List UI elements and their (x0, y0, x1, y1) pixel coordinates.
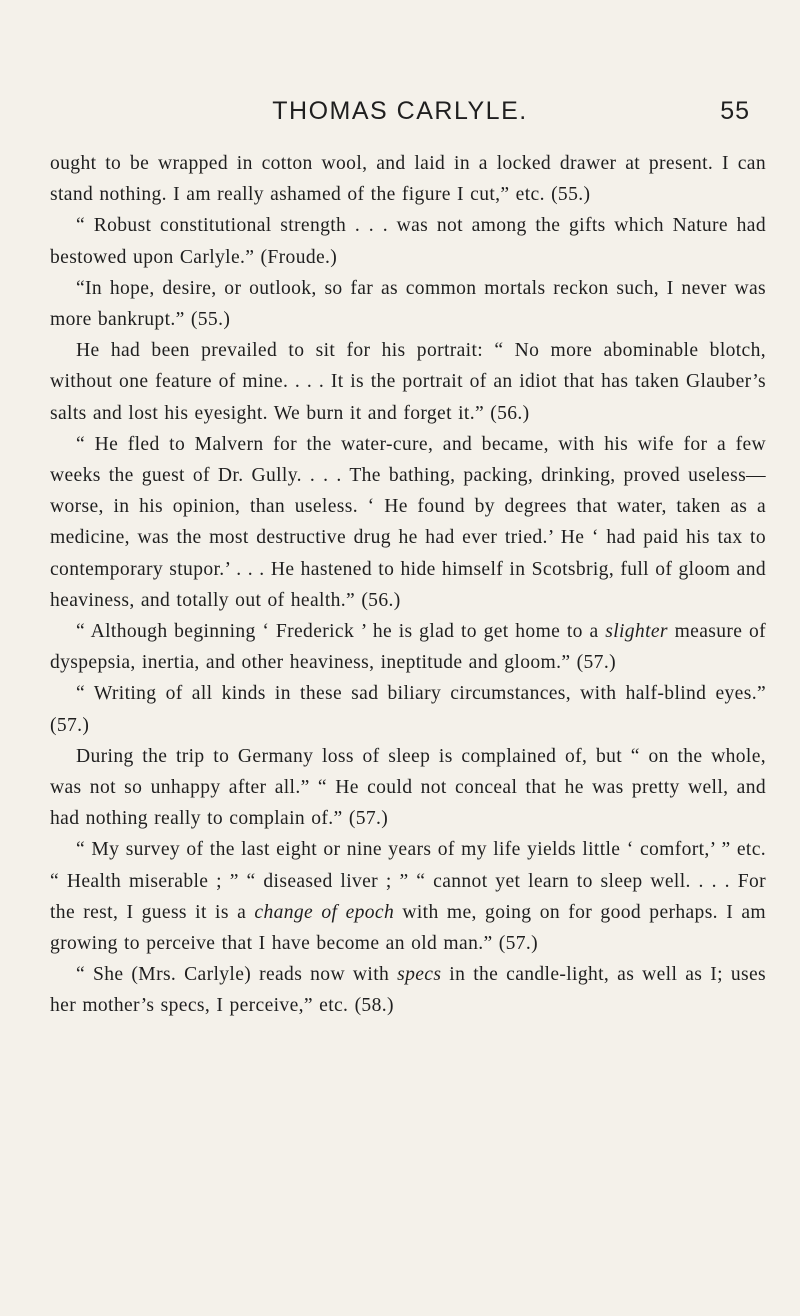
body-text (50, 148, 766, 1022)
paragraph-text: “ Robust constitutional strength . . . was not among the gifts which Nature had bestowed upon Carlyle.” (Froude.) (50, 215, 766, 268)
emphasis-text: slighter (605, 621, 668, 643)
paragraph-text: measure of dyspepsia, inertia, and other heaviness, ineptitude and gloom.” (50, 621, 766, 674)
page-reference: (55.) (190, 309, 231, 331)
page-reference: (55.) (551, 184, 591, 206)
running-header (0, 97, 800, 137)
paragraph-text: ought to be wrapped in cotton wool, and laid in a locked drawer at present. I can stand nothing. I am really ashamed of the figure I cut,” etc. (50, 153, 766, 206)
paragraph (50, 148, 766, 210)
paragraph (50, 429, 766, 616)
page-reference: (57.) (498, 933, 539, 955)
paragraph (50, 335, 766, 429)
page-reference: (57.) (576, 652, 616, 674)
page-number: 55 (720, 97, 750, 125)
paragraph-text: “ Writing of all kinds in these sad biliary circumstances, with half-blind eyes.” (76, 683, 766, 705)
paragraph-text: He had been prevailed to sit for his portrait: “ No more abominable blotch, without one feature of mine. . . . It is the portrait of an idiot that has taken Glauber’s salts and lost his eyesight. We burn it and forget it.” (50, 340, 766, 424)
paragraph-text: “ Although beginning ‘ Frederick ’ he is glad to get home to a (76, 621, 606, 643)
paragraph-text: with me, going on for good perhaps. I am growing to perceive that I have become an old man.” (50, 901, 766, 955)
emphasis-text: change of epoch (254, 901, 395, 923)
paragraph (50, 678, 766, 740)
paragraph-text: “ She (Mrs. Carlyle) reads now with (76, 964, 398, 986)
emphasis-text: specs (397, 964, 442, 986)
paragraph-text: “ He fled to Malvern for the water-cure, and became, with his wife for a few weeks the guest of Dr. Gully. . . . The bathing, packing, drinking, proved useless—worse, in his opinion, than useless. ‘ He found by degrees that water, taken as a medicine, was the most destructive drug he had ever tried.’ He ‘ had paid his tax to contemporary stupor.’ . . . He hastened to hide himself in Scotsbrig, full of gloom and heaviness, and totally out of health.” (50, 433, 766, 611)
page-reference: (57.) (50, 714, 90, 736)
page-reference: (56.) (361, 589, 401, 611)
paragraph (50, 741, 766, 835)
paragraph (50, 273, 766, 335)
paragraph-text: “ My survey of the last eight or nine years of my life yields little ‘ comfort,’ ” etc. “ Health miserable ; ” “ diseased liver ; ” “ cannot yet learn to sleep well. . . . For the rest, I guess it is a (50, 839, 766, 923)
paragraph-text: in the candle-light, as well as I; uses her mother’s specs, I perceive,” etc. (50, 964, 767, 1017)
page-reference: (56.) (490, 402, 530, 424)
paragraph (50, 959, 766, 1021)
paragraph-text: “In hope, desire, or outlook, so far as common mortals reckon such, I never was more bankrupt.” (50, 277, 766, 331)
paragraph (50, 210, 766, 272)
paragraph (50, 616, 766, 678)
page-reference: (58.) (354, 995, 394, 1017)
running-title: THOMAS CARLYLE. (272, 97, 528, 125)
paragraph (50, 834, 766, 959)
page-reference: (57.) (348, 808, 389, 830)
paragraph-text: During the trip to Germany loss of sleep is complained of, but “ on the whole, was not so unhappy after all.” “ He could not conceal that he was pretty well, and had nothing really to complain of.” (50, 745, 766, 830)
